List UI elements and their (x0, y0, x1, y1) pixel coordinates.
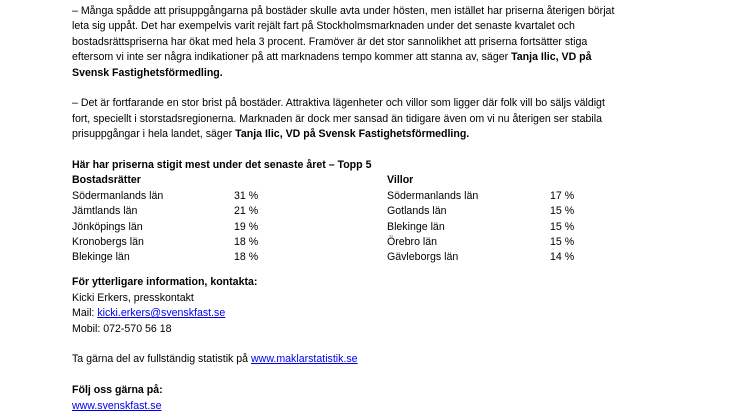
price-table (72, 173, 712, 275)
left-percent: 18 % (234, 236, 259, 249)
col-header-villor: Villor (387, 174, 414, 187)
follow-heading-text: Följ oss gärna på: (72, 384, 163, 397)
left-percent: 21 % (234, 205, 259, 218)
contact-heading (72, 275, 712, 290)
contact-block (72, 275, 712, 337)
contact-mail-line (72, 306, 712, 321)
speaker-name: Tanja Ilic, VD på Svensk Fastighetsförmedling. (235, 128, 470, 141)
speaker-company: Svensk Fastighetsförmedling. (72, 66, 223, 79)
left-region: Jönköpings län (72, 220, 143, 233)
right-region: Södermanlands län (387, 189, 479, 202)
right-percent: 17 % (550, 189, 575, 202)
maklarstatistik-link[interactable]: www.maklarstatistik.se (251, 353, 358, 366)
right-percent: 15 % (550, 205, 575, 218)
right-region: Örebro län (387, 236, 438, 249)
paragraph-line: – Det är fortfarande en stor brist på bostäder. Attraktiva lägenheter och villor som ligger där folk vill bo säljs väldigt (72, 97, 605, 110)
email-link[interactable]: kicki.erkers@svenskfast.se (97, 307, 226, 320)
left-region: Södermanlands län (72, 189, 164, 202)
speaker-name: Tanja Ilic, VD på (511, 51, 592, 64)
right-region: Gotlands län (387, 205, 447, 218)
left-region: Jämtlands län (72, 205, 138, 218)
paragraph-line: bostadsrättspriserna har ökat med hela 3 procent. Framöver är det stor sannolikhet att priserna fortsätter stiga (72, 35, 588, 48)
col-header-bostadsratter: Bostadsrätter (72, 174, 141, 187)
statistics-text: Ta gärna del av fullständig statistik på (72, 353, 252, 366)
svenskfast-link[interactable]: www.svenskfast.se (72, 399, 162, 412)
statistics-block (72, 352, 712, 367)
follow-block (72, 383, 712, 414)
paragraph-text: prisuppgångar i hela landet, säger (72, 128, 236, 141)
follow-heading (72, 383, 712, 398)
contact-name: Kicki Erkers, presskontakt (72, 291, 194, 304)
left-region: Kronobergs län (72, 236, 144, 249)
left-region: Blekinge län (72, 251, 130, 264)
paragraph-line (72, 50, 712, 65)
mail-label: Mail: (72, 307, 98, 320)
contact-heading-text: För ytterligare information, kontakta: (72, 276, 258, 289)
paragraph-line: – Många spådde att prisuppgångarna på bostäder skulle avta under hösten, men istället har priserna återigen börjat (72, 5, 615, 17)
document-page (72, 4, 712, 414)
right-percent: 14 % (550, 251, 575, 264)
quote-paragraph-2 (72, 96, 712, 142)
statistics-line (72, 352, 712, 367)
right-region: Blekinge län (387, 220, 445, 233)
table-heading-text: Här har priserna stigit mest under det senaste året – Topp 5 (72, 159, 372, 172)
left-percent: 31 % (234, 189, 259, 202)
right-region: Gävleborgs län (387, 251, 459, 264)
paragraph-line (72, 127, 712, 142)
paragraph-line (72, 66, 712, 81)
paragraph-line: fort, speciellt i storstadsregionerna. Marknaden är dock mer sansad än tidigare även om vi nu återigen ser stabila (72, 112, 602, 125)
table-heading (72, 158, 712, 173)
right-percent: 15 % (550, 220, 575, 233)
quote-paragraph-1 (72, 4, 712, 81)
right-percent: 15 % (550, 236, 575, 249)
paragraph-line: leta sig uppåt. Det har exempelvis varit rejält fart på Stockholmsmarknaden under det senaste kvartalet och (72, 20, 575, 33)
paragraph-text: eftersom vi inte ser några indikationer på att marknadens tempo kommer att stanna av, säger (72, 51, 512, 64)
left-percent: 18 % (234, 251, 259, 264)
follow-line (72, 399, 712, 414)
contact-mobile: Mobil: 072-570 56 18 (72, 322, 172, 335)
left-percent: 19 % (234, 220, 259, 233)
